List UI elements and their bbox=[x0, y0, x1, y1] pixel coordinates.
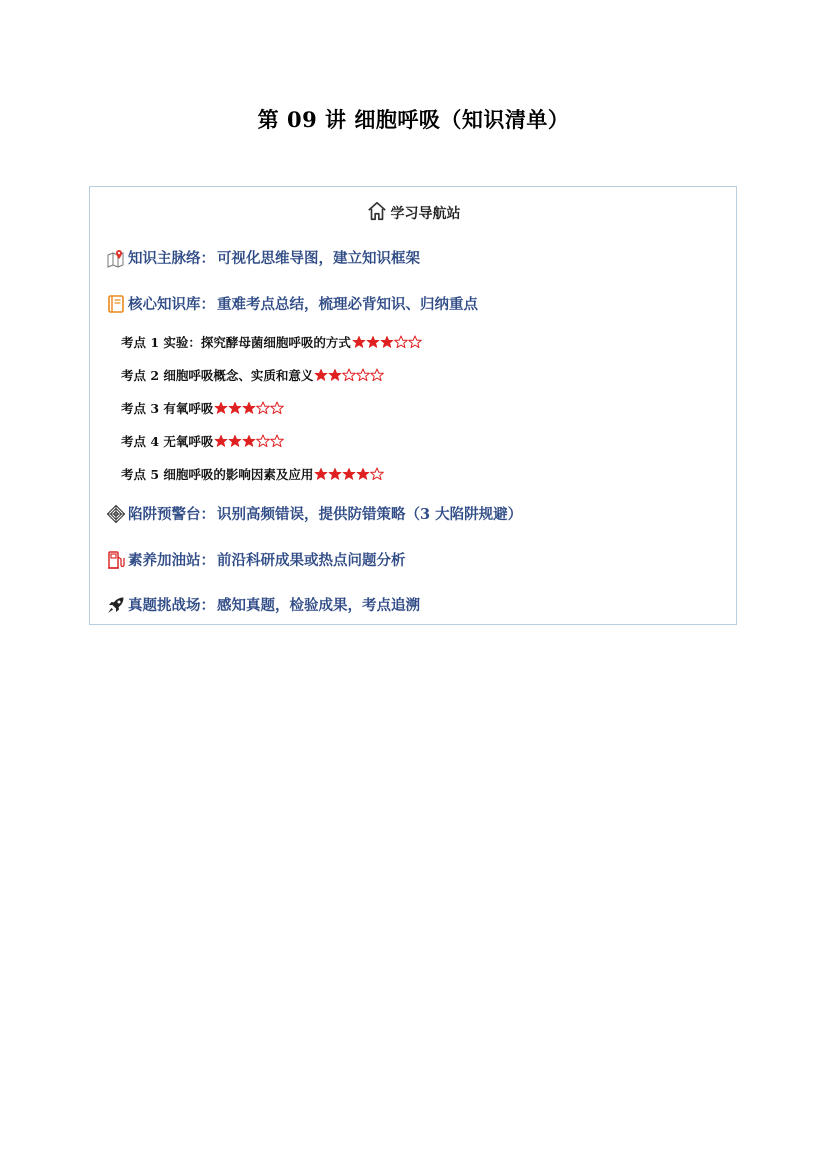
section-label: 真题挑战场 bbox=[128, 597, 201, 614]
star-filled-icon bbox=[314, 467, 328, 481]
star-empty-icon bbox=[342, 368, 356, 382]
section-label: 知识主脉络 bbox=[128, 250, 201, 267]
star-filled-icon bbox=[242, 434, 256, 448]
star-filled-icon bbox=[328, 467, 342, 481]
star-filled-icon bbox=[242, 401, 256, 415]
section-knowledge-map[interactable] bbox=[106, 247, 420, 268]
star-filled-icon bbox=[214, 401, 228, 415]
section-label: 素养加油站 bbox=[128, 552, 201, 569]
star-filled-icon bbox=[214, 434, 228, 448]
star-filled-icon bbox=[380, 335, 394, 349]
section-label: 核心知识库 bbox=[128, 296, 201, 313]
nav-header bbox=[90, 200, 736, 226]
star-empty-icon bbox=[370, 368, 384, 382]
section-core-knowledge[interactable] bbox=[106, 293, 478, 314]
exam-point-5[interactable] bbox=[121, 465, 384, 483]
warning-web-icon bbox=[106, 504, 126, 524]
section-desc: 感知真题，检验成果，考点追溯 bbox=[217, 597, 420, 614]
star-rating bbox=[352, 335, 422, 349]
exam-point-label: 考点 3 有氧呼吸 bbox=[121, 401, 214, 416]
section-sep: ： bbox=[200, 506, 215, 523]
star-empty-icon bbox=[370, 467, 384, 481]
section-exam-challenge[interactable] bbox=[106, 594, 420, 615]
star-filled-icon bbox=[342, 467, 356, 481]
section-desc: 重难考点总结，梳理必背知识、归纳重点 bbox=[217, 296, 478, 313]
section-sep: ： bbox=[200, 296, 215, 313]
exam-point-2[interactable] bbox=[121, 366, 384, 384]
section-sep: ： bbox=[200, 250, 215, 267]
star-empty-icon bbox=[408, 335, 422, 349]
section-sep: ： bbox=[200, 597, 215, 614]
section-literacy-station[interactable] bbox=[106, 549, 406, 570]
star-empty-icon bbox=[256, 401, 270, 415]
exam-point-1[interactable] bbox=[121, 333, 422, 351]
star-empty-icon bbox=[394, 335, 408, 349]
section-desc: 可视化思维导图，建立知识框架 bbox=[217, 250, 420, 267]
star-filled-icon bbox=[352, 335, 366, 349]
section-desc: 识别高频错误，提供防错策略（3 大陷阱规避） bbox=[217, 506, 523, 523]
section-trap-warning[interactable] bbox=[106, 503, 522, 524]
exam-point-4[interactable] bbox=[121, 432, 284, 450]
star-filled-icon bbox=[328, 368, 342, 382]
book-icon bbox=[106, 294, 126, 314]
star-empty-icon bbox=[356, 368, 370, 382]
exam-point-label: 考点 5 细胞呼吸的影响因素及应用 bbox=[121, 467, 314, 482]
star-rating bbox=[314, 467, 384, 481]
page-title: 第 09 讲 细胞呼吸（知识清单） bbox=[257, 107, 570, 132]
section-label: 陷阱预警台 bbox=[128, 506, 201, 523]
map-pin-icon bbox=[106, 248, 126, 268]
rocket-icon bbox=[106, 595, 126, 615]
star-rating bbox=[214, 401, 284, 415]
star-filled-icon bbox=[366, 335, 380, 349]
star-filled-icon bbox=[356, 467, 370, 481]
star-empty-icon bbox=[270, 434, 284, 448]
star-filled-icon bbox=[314, 368, 328, 382]
star-empty-icon bbox=[270, 401, 284, 415]
star-empty-icon bbox=[256, 434, 270, 448]
exam-point-label: 考点 1 实验：探究酵母菌细胞呼吸的方式 bbox=[121, 335, 351, 350]
exam-point-label: 考点 2 细胞呼吸概念、实质和意义 bbox=[121, 368, 314, 383]
learning-navigation-box bbox=[89, 186, 737, 625]
star-filled-icon bbox=[228, 401, 242, 415]
star-rating bbox=[214, 434, 284, 448]
house-icon bbox=[366, 200, 388, 226]
nav-header-label: 学习导航站 bbox=[390, 206, 461, 222]
star-rating bbox=[314, 368, 384, 382]
section-sep: ： bbox=[200, 552, 215, 569]
fuel-pump-icon bbox=[106, 550, 126, 570]
star-filled-icon bbox=[228, 434, 242, 448]
exam-point-label: 考点 4 无氧呼吸 bbox=[121, 434, 214, 449]
exam-point-3[interactable] bbox=[121, 399, 284, 417]
section-desc: 前沿科研成果或热点问题分析 bbox=[217, 552, 406, 569]
